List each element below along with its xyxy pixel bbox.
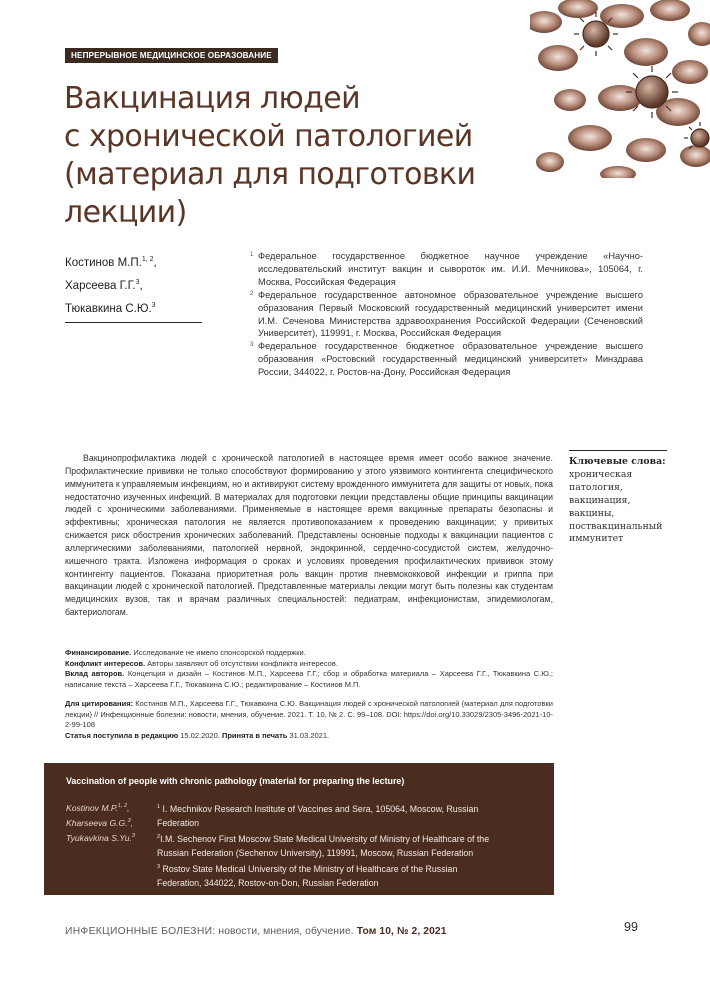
affiliation-list	[250, 250, 643, 379]
english-affiliation-line: $^2$I.M. Sechenov First Moscow State Medical University of Ministry of Healthcare of the	[157, 833, 490, 844]
issue-info: Том 10, № 2, 2021	[356, 926, 447, 937]
keyword: вакцины,	[569, 507, 615, 519]
section-badge: НЕПРЕРЫВНОЕ МЕДИЦИНСКОЕ ОБРАЗОВАНИЕ	[65, 48, 278, 63]
author: Костинов М.П.$^{1, 2}$,	[65, 256, 157, 269]
article-metadata	[65, 648, 553, 742]
keyword: поствакцинальный	[569, 520, 663, 532]
english-summary-box	[44, 763, 554, 895]
english-author: Kostinov M.P.$^{1, 2}$,	[66, 802, 130, 813]
keywords-heading: Ключевые слова:	[569, 456, 666, 467]
english-author-list	[66, 800, 135, 845]
english-author: Tyukavkina S.Yu.$^3$	[66, 832, 135, 843]
journal-footer	[65, 926, 447, 937]
funding-note: Финансирование. Исследование не имело спонсорской поддержки.	[65, 648, 306, 657]
affiliation: 3 Федеральное государственное бюджетное образовательное учреждение высшего образования «Ростовский государственный медицинский университет» Минздрава России, 344022, г. Ростов-на-Дону, Российская Федерация	[250, 341, 643, 378]
affiliation: 1 Федеральное государственное бюджетное научное учреждение «Научно-исследовательский институт вакцин и сывороток им. И.И. Мечникова», 105064, г. Москва, Российская Федерация	[250, 251, 643, 287]
article-title	[64, 80, 534, 232]
english-affiliation-line: Federation	[157, 817, 200, 828]
citation-note: Для цитирования: Костинов М.П., Харсеева Г.Г., Тюкавкина С.Ю. Вакцинация людей с хронической патологией (материал для подготовки лекции) // Инфекционные болезни: новости, мнения, обучение. 2021. Т. 10, № 2. С. 99–108. DOI: https://doi.org/10.33029/2305-3496-2021-10-2-99-108	[65, 698, 553, 730]
english-title: Vaccination of people with chronic pathology (material for preparing the lecture)	[66, 776, 405, 786]
keyword: хроническая	[569, 468, 633, 480]
affiliation: 2 Федеральное государственное автономное образовательное учреждение высшего образования Первый Московский государственный медицинский университет имени И.М. Сеченова Министерства здравоохранения Российской Федерации (Сеченовский Университет), 119991, г. Москва, Российская Федерация	[250, 289, 643, 339]
journal-name: ИНФЕКЦИОННЫЕ БОЛЕЗНИ:	[65, 926, 216, 937]
blood-cells-virus-illustration	[530, 0, 710, 178]
keyword: патология,	[569, 481, 623, 493]
title-line: Вакцинация людей	[64, 81, 361, 116]
english-author: Kharseeva G.G.$^3$,	[66, 817, 134, 828]
english-affiliation-list	[157, 800, 549, 890]
blood-cell-cluster	[530, 0, 710, 178]
english-affiliation-line: Federation, 344022, Rostov-on-Don, Russian Federation	[157, 877, 379, 888]
contribution-note: Вклад авторов. Концепция и дизайн – Костинов М.П., Харсеева Г.Г.; сбор и обработка материала – Харсеева Г.Г., Тюкавкина С.Ю.; написание текста – Харсеева Г.Г., Тюкавкина С.Ю.; редактирование – Костинов М.П.	[65, 669, 553, 690]
conflict-note: Конфликт интересов. Авторы заявляют об отсутствии конфликта интересов.	[65, 658, 338, 668]
author: Харсеева Г.Г.$^3$,	[65, 278, 143, 292]
abstract: Вакцинопрофилактика людей с хронической патологией в настоящее время имеет особо важное значение. Профилактические прививки не только способствуют формированию у этого уязвимого контингента специфического иммунитета к управляемым инфекциям, но и активируют систему врожденного иммунитета для защиты от новых, пока недостаточно изученных инфекций. В материалах для подготовки лекции представлены общие принципы вакцинации людей с хроническими заболеваниями. Применяемые в настоящее время вакцинные препараты безопасны и эффективны; хроническая патология не является противопоказанием к проведению вакцинации; у привитых снижается риск обострения хронических заболеваний. Представлены основные подходы к вакцинации пациентов с аллергическими заболеваниями, патологией нервной, эндокринной, сердечно-сосудистой систем, желудочно-кишечного тракта. Изложена информация о сроках и условиях проведения профилактических прививок этому контингенту пациентов. Показана приоритетная роль вакцин против пневмококковой инфекции и гриппа при вакцинации людей с хронической патологией. Представленные материалы лекции могут быть полезны как студентам медицинских вузов, так и врачам различных специальностей: педиатрам, инфекционистам, эпидемиологам, бактериологам.	[65, 453, 553, 618]
author-list	[65, 250, 202, 323]
title-line: лекции)	[64, 195, 187, 230]
english-affiliation-line: Russian Federation (Sechenov University), 119991, Moscow, Russian Federation	[157, 847, 474, 858]
title-line: с хронической патологией	[64, 119, 473, 154]
journal-subtitle: новости, мнения, обучение.	[218, 926, 354, 937]
keyword: вакцинация,	[569, 494, 631, 506]
author: Тюкавкина С.Ю.$^3$	[65, 301, 156, 315]
keyword: иммунитет	[569, 533, 624, 545]
page-number: 99	[624, 920, 638, 934]
english-affiliation-line: $^1$ I. Mechnikov Research Institute of Vaccines and Sera, 105064, Moscow, Russian	[157, 803, 479, 814]
keywords-box	[569, 450, 667, 546]
dates-note: Статья поступила в редакцию 15.02.2020. Принята в печать 31.03.2021.	[65, 730, 330, 740]
english-affiliation-line: $^3$ Rostov State Medical University of the Ministry of Healthcare of the Russian	[157, 863, 458, 874]
title-line: (материал для подготовки	[64, 157, 476, 192]
